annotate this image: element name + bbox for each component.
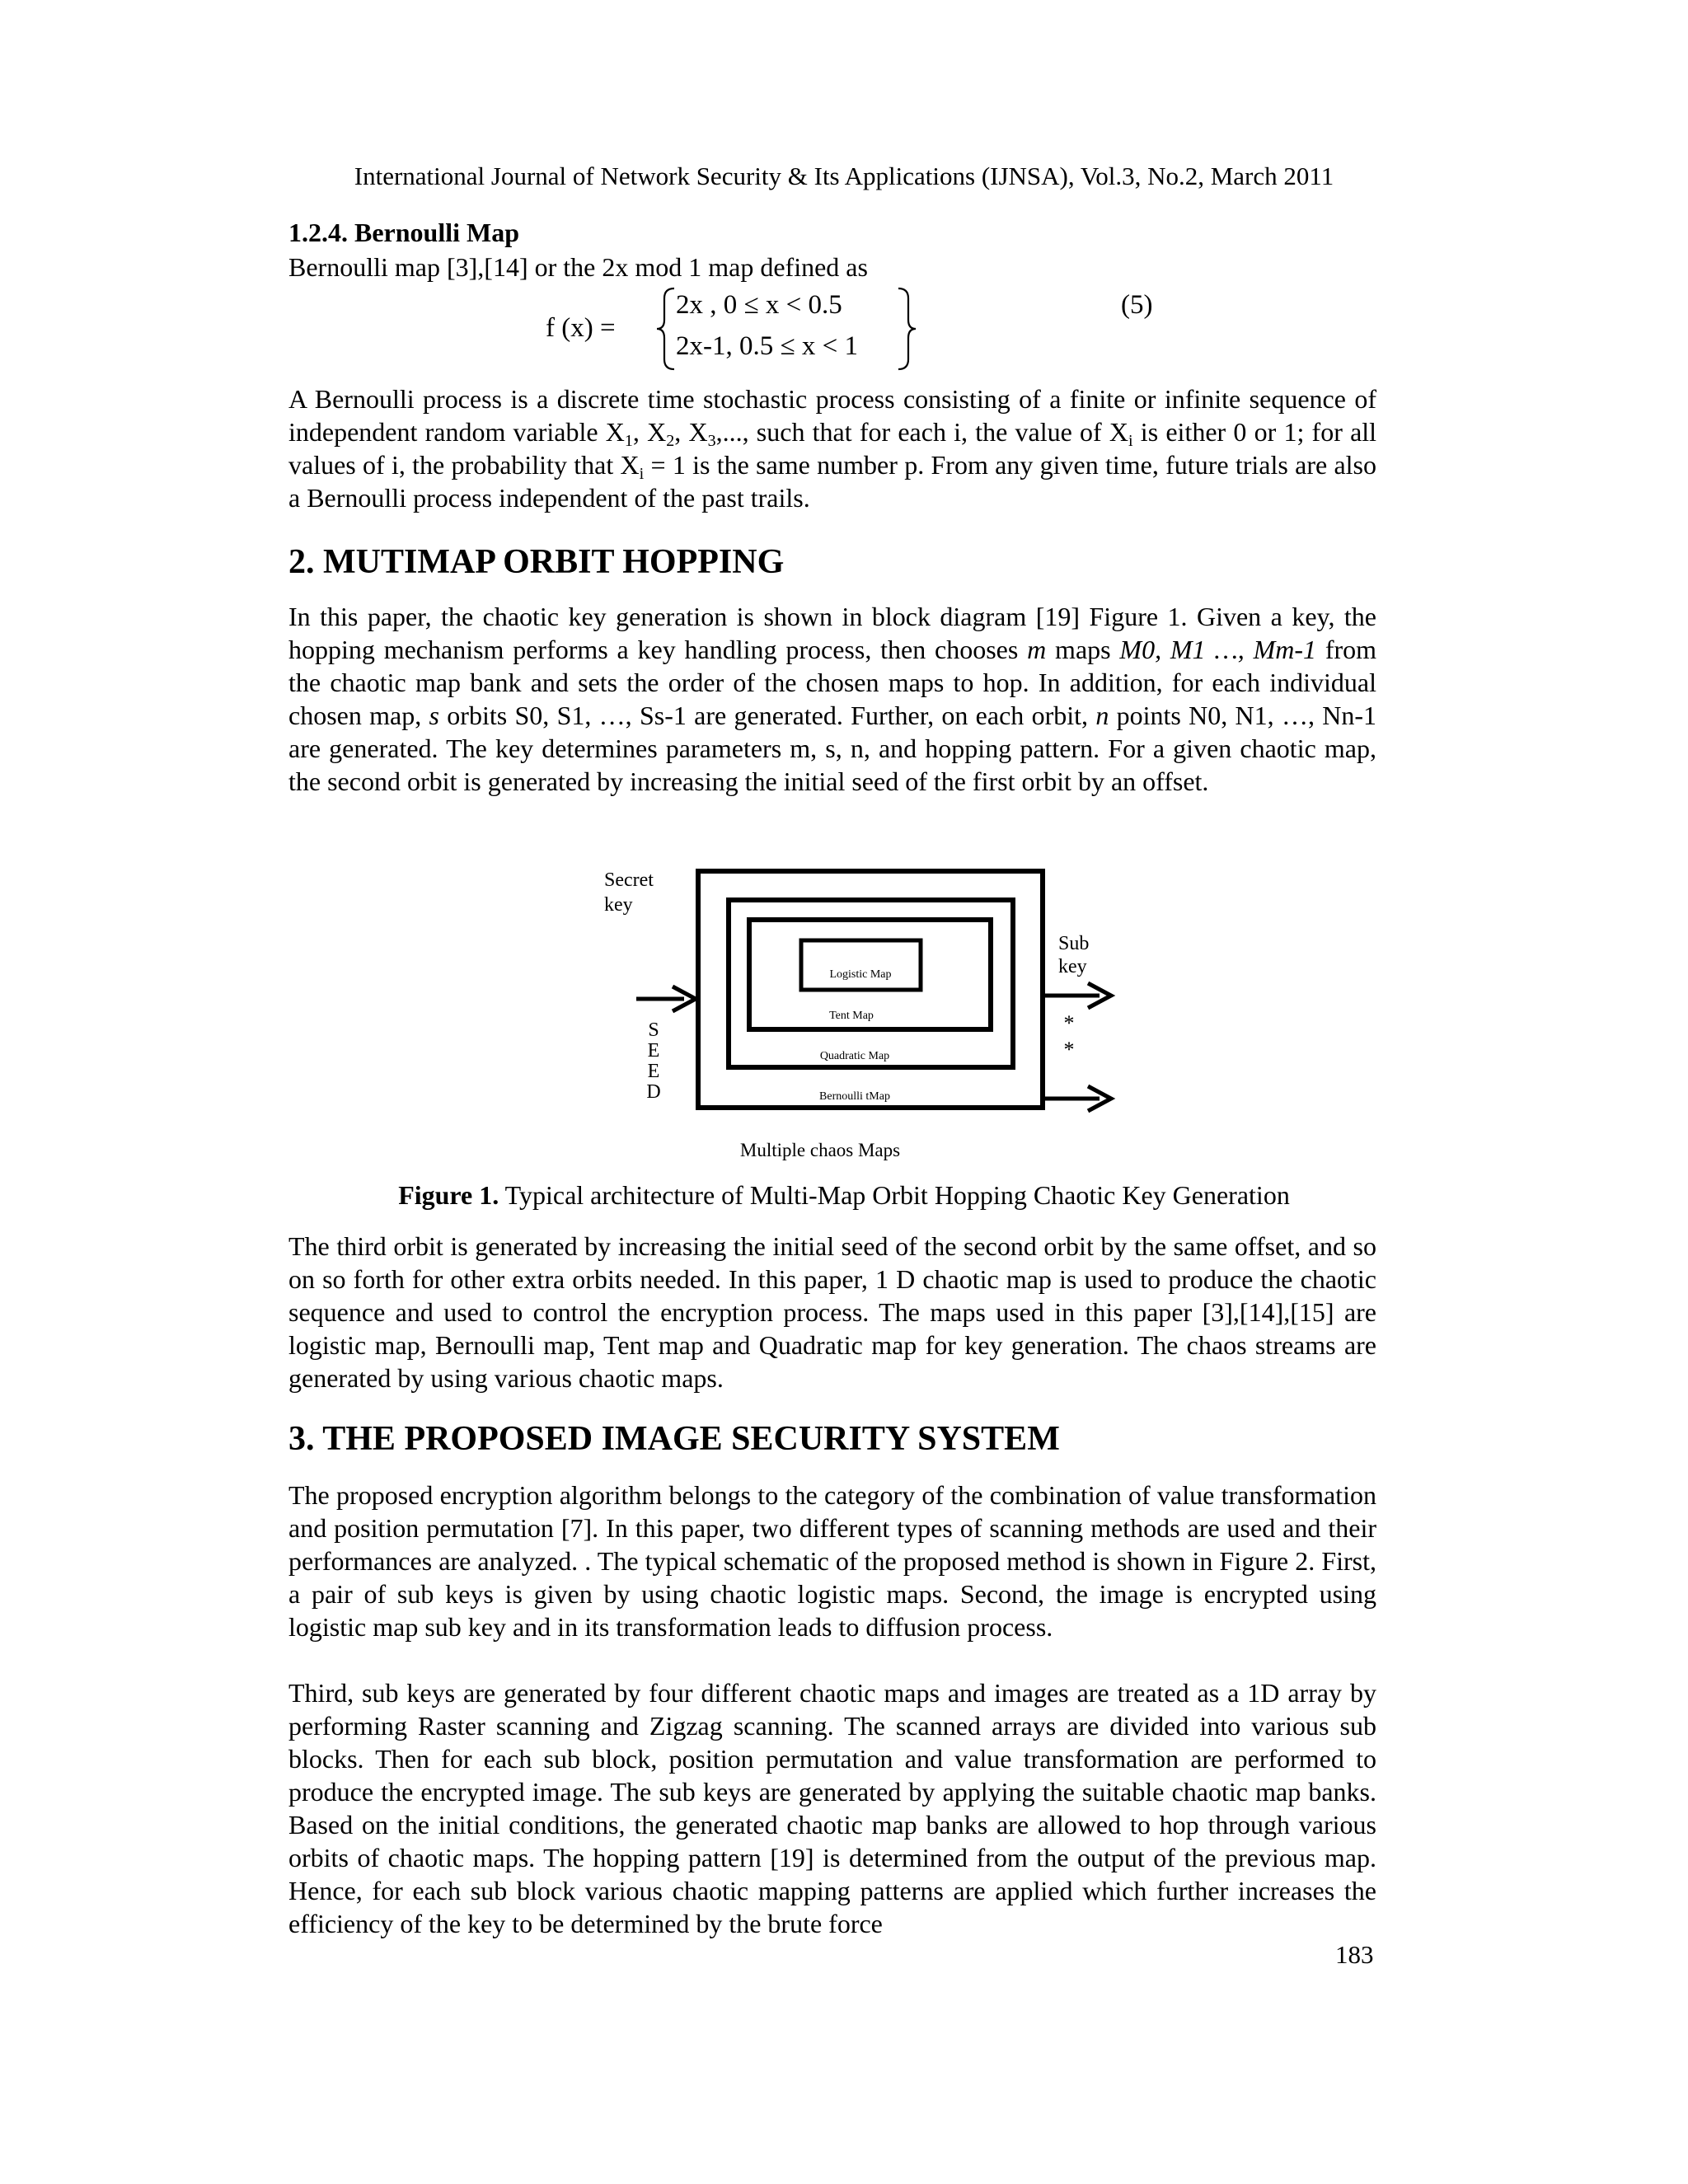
equation-number: (5) xyxy=(1121,290,1153,320)
asterisk-1: * xyxy=(1063,1011,1075,1035)
bernoulli-map-label: Bernoulli tMap xyxy=(819,1090,890,1103)
tent-map-label: Tent Map xyxy=(829,1010,874,1022)
sub-key-label-line2: key xyxy=(1058,956,1087,977)
equation-case-1: 2x , 0 ≤ x < 0.5 xyxy=(676,290,842,320)
bernoulli-intro: Bernoulli map [3],[14] or the 2x mod 1 map defined as xyxy=(288,252,868,282)
running-header: International Journal of Network Security & Its Applications (IJNSA), Vol.3, No.2, March 2011 xyxy=(354,162,1334,190)
seed-letter-d: D xyxy=(646,1081,661,1103)
sub-key-arrow-bottom xyxy=(1045,1086,1111,1111)
secret-key-label-line1: Secret xyxy=(604,869,654,891)
seed-arrow xyxy=(636,987,696,1011)
bernoulli-process-paragraph: A Bernoulli process is a discrete time stochastic process consisting of a finite or infinite sequence of independent random variable $X_1$, $X_2$, $X_3$,..., such that for each i, the value of $X_i$ is either 0 or 1; for all values of i, the probability that $X_i = 1$ is the same number p. From any given time, future trials are also a Bernoulli process independent of the past trails. xyxy=(288,384,1377,513)
after-figure-paragraph: The third orbit is generated by increasing the initial seed of the second orbit by the same offset, and so on so forth for other extra orbits needed. In this paper, 1 D chaotic map is used to produce the chaotic sequence and used to control the encryption process. The maps used in this paper [3],[14],[15] are logistic map, Bernoulli map, Tent map and Quadratic map for key generation. The chaos streams are generated by using various chaotic maps. xyxy=(288,1231,1376,1393)
equation-case-2: 2x-1, 0.5 ≤ x < 1 xyxy=(676,331,858,361)
multiple-chaos-maps-label: Multiple chaos Maps xyxy=(739,1140,901,1160)
sub-key-label-line1: Sub xyxy=(1058,933,1090,954)
asterisk-2: * xyxy=(1063,1038,1075,1062)
figure-1-caption: Figure 1. Typical architecture of Multi-Map Orbit Hopping Chaotic Key Generation xyxy=(398,1180,1290,1210)
quadratic-map-label: Quadratic Map xyxy=(819,1050,890,1062)
seed-letter-s: S xyxy=(648,1019,659,1041)
seed-letter-e2: E xyxy=(647,1061,660,1082)
logistic-map-label: Logistic Map xyxy=(829,968,892,981)
section-2-paragraph: In this paper, the chaotic key generation is shown in block diagram [19] Figure 1. Given a key, the hopping mechanism performs a key handling process, then chooses m maps M0, M1 …, Mm-1 from the chaotic map bank and sets the order of the chosen maps to hop. In addition, for each individual chosen map, s orbits S0, S1, …, Ss-1 are generated. Further, on each orbit, n points N0, N1, …, Nn-1 are generated. The key determines parameters m, s, n, and hopping pattern. For a given chaotic map, the second orbit is generated by increasing the initial seed of the first orbit by an offset. xyxy=(288,602,1377,796)
logistic-map-box xyxy=(801,940,921,990)
quadratic-map-box xyxy=(729,900,1013,1067)
equation-lhs: f (x) = xyxy=(546,313,616,343)
seed-letter-e1: E xyxy=(647,1040,660,1062)
secret-key-label-line2: key xyxy=(604,894,633,916)
section-3-paragraph-1: The proposed encryption algorithm belongs to the category of the combination of value transformation and position permutation [7]. In this paper, two different types of scanning methods are used and their performances are analyzed. . The typical schematic of the proposed method is shown in Figure 2. First, a pair of sub keys is given by using chaotic logistic maps. Second, the image is encrypted using logistic map sub key and in its transformation leads to diffusion process. xyxy=(288,1480,1376,1642)
section-title-proposed-image-security-system: 3. THE PROPOSED IMAGE SECURITY SYSTEM xyxy=(288,1420,1060,1458)
page-number: 183 xyxy=(1335,1940,1374,1969)
section-3-paragraph-2: Third, sub keys are generated by four different chaotic maps and images are treated as a 1D array by performing Raster scanning and Zigzag scanning. The scanned arrays are divided into various sub blocks. Then for each sub block, position permutation and value transformation are performed to produce the encrypted image. The sub keys are generated by applying the suitable chaotic map banks. Based on the initial conditions, the generated chaotic map banks are allowed to hop through various orbits of chaotic maps. The hopping pattern [19] is determined from the output of the previous map. Hence, for each sub block various chaotic mapping patterns are applied which further increases the efficiency of the key to be determined by the brute force xyxy=(288,1678,1376,1938)
section-title-bernoulli-map: 1.2.4. Bernoulli Map xyxy=(288,218,520,247)
sub-key-arrow-top xyxy=(1045,983,1111,1008)
section-title-mutimap-orbit-hopping: 2. MUTIMAP ORBIT HOPPING xyxy=(288,543,785,581)
